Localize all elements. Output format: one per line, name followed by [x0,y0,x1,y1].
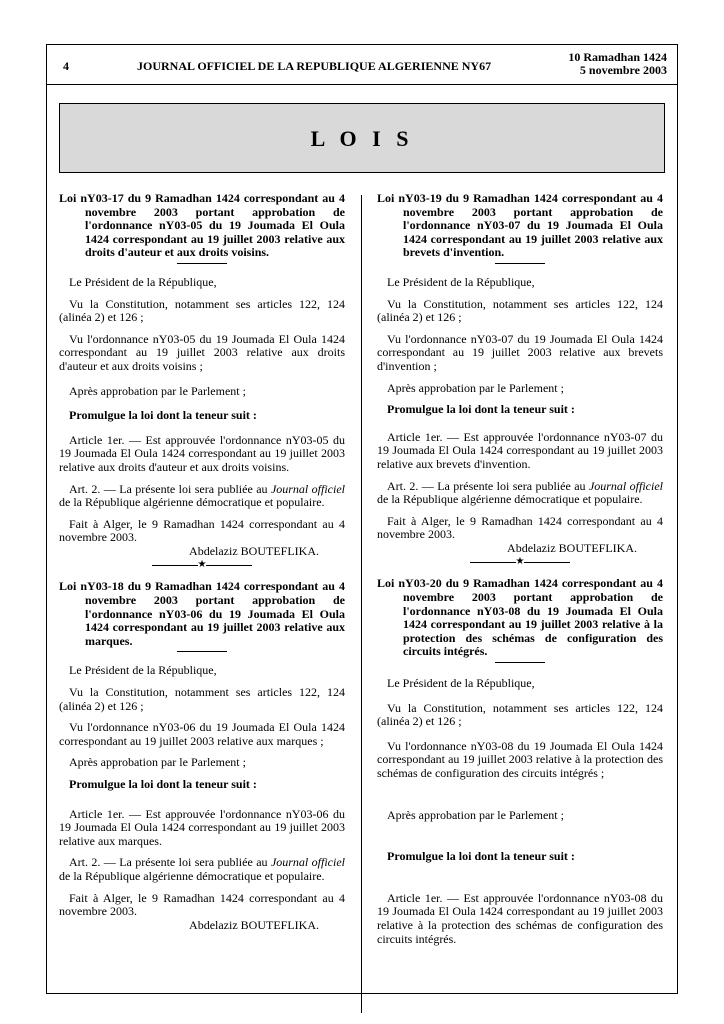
vu-ordonnance: Vu l'ordonnance nY03-05 du 19 Joumada El Oula 1424 correspondant au 19 juillet 2003 relative aux droits d'auteur et aux droits voisins ; [59,331,345,373]
star-separator [377,557,663,567]
article-2-text-a: Art. 2. — La présente loi sera publiée au [69,855,271,870]
article-1: Article 1er. — Est approuvée l'ordonnance nY03-05 du 19 Joumada El Oula 1424 correspondant au 19 juillet 2003 relative aux droits d'auteur et aux droits voisins. [59,432,345,474]
article-2-text-b: de la République algérienne démocratique et populaire. [59,495,325,510]
signature: Abdelaziz BOUTEFLIKA. [189,917,319,932]
fait-a-alger: Fait à Alger, le 9 Ramadhan 1424 correspondant au 4 novembre 2003. [377,513,663,542]
president-line: Le Président de la République, [387,274,535,289]
vu-constitution: Vu la Constitution, notamment ses articles 122, 124 (alinéa 2) et 126 ; [59,685,345,713]
vu-ordonnance: Vu l'ordonnance nY03-06 du 19 Joumada El Oula 1424 correspondant au 19 juillet 2003 relative aux marques ; [59,720,345,748]
article-1: Article 1er. — Est approuvée l'ordonnance nY03-07 du 19 Joumada El Oula 1424 correspondant au 19 juillet 2003 relative aux brevets d'invention. [377,429,663,471]
signature: Abdelaziz BOUTEFLIKA. [189,543,319,558]
president-line: Le Président de la République, [69,274,217,289]
vu-constitution: Vu la Constitution, notamment ses articles 122, 124 (alinéa 2) et 126 ; [59,296,345,325]
article-2 [377,480,663,507]
article-2-text-b: de la République algérienne démocratique et populaire. [59,868,325,883]
apres-approbation: Après approbation par le Parlement ; [387,380,564,395]
star-icon: ★ [515,556,525,568]
fait-a-alger: Fait à Alger, le 9 Ramadhan 1424 correspondant au 4 novembre 2003. [59,516,345,545]
vu-constitution: Vu la Constitution, notamment ses articles 122, 124 (alinéa 2) et 126 ; [377,296,663,325]
title-separator [495,662,545,663]
article-2-text-a: Art. 2. — La présente loi sera publiée au [387,478,589,493]
journal-header [47,45,677,85]
article-2 [59,483,345,510]
apres-approbation: Après approbation par le Parlement ; [69,383,246,398]
vu-ordonnance: Vu l'ordonnance nY03-08 du 19 Joumada El Oula 1424 correspondant au 19 juillet 2003 relative à la protection des schémas de configuration des circuits intégrés ; [377,738,663,780]
journal-title: JOURNAL OFFICIEL DE LA REPUBLIQUE ALGERIENNE NY67 [137,59,492,73]
star-separator [59,560,345,570]
title-separator [495,263,545,264]
article-1: Article 1er. — Est approuvée l'ordonnance nY03-06 du 19 Joumada El Oula 1424 correspondant au 19 juillet 2003 relative aux marques. [59,806,345,848]
promulgue-line: Promulgue la loi dont la teneur suit : [387,402,575,417]
article-1: Article 1er. — Est approuvée l'ordonnance nY03-08 du 19 Joumada El Oula 1424 correspondant au 19 juillet 2003 relative à la protection des schémas de configuration des circuits intégrés. [377,890,663,946]
vu-ordonnance: Vu l'ordonnance nY03-07 du 19 Joumada El Oula 1424 correspondant au 19 juillet 2003 relative aux brevets d'invention ; [377,331,663,373]
page-number: 4 [63,59,69,73]
vu-constitution: Vu la Constitution, notamment ses articles 122, 124 (alinéa 2) et 126 ; [377,700,663,729]
page-frame [46,44,678,994]
promulgue-line: Promulgue la loi dont la teneur suit : [69,408,257,423]
law-title-0317: Loi nY03-17 du 9 Ramadhan 1424 correspondant au 4 novembre 2003 portant approbation de l'ordonnance nY03-05 du 19 Joumada El Oula 1424 correspondant au 19 juillet 2003 relative aux droits d'auteur et aux droits voisins. [59,191,345,260]
president-line: Le Président de la République, [387,676,535,691]
column-divider [361,195,362,1013]
left-column [59,192,345,932]
apres-approbation: Après approbation par le Parlement ; [387,807,564,822]
article-2 [59,856,345,883]
star-icon: ★ [197,559,207,571]
signature: Abdelaziz BOUTEFLIKA. [507,540,637,555]
journal-officiel-ref: Journal officiel [270,855,345,870]
date-gregorian: 5 novembre 2003 [579,63,667,77]
president-line: Le Président de la République, [69,663,217,678]
section-title: L O I S [310,126,414,151]
journal-officiel-ref: Journal officiel [588,478,663,493]
issue-date [568,51,667,77]
section-banner [59,103,665,173]
right-column [377,192,663,946]
title-separator [177,651,227,652]
fait-a-alger: Fait à Alger, le 9 Ramadhan 1424 correspondant au 4 novembre 2003. [59,890,345,919]
promulgue-line: Promulgue la loi dont la teneur suit : [69,777,257,791]
journal-officiel-ref: Journal officiel [270,481,345,496]
law-title-0319: Loi nY03-19 du 9 Ramadhan 1424 correspondant au 4 novembre 2003 portant approbation de l'ordonnance nY03-07 du 19 Joumada El Oula 1424 correspondant au 19 juillet 2003 relative aux brevets d'invention. [377,191,663,260]
article-2-text-b: de la République algérienne démocratique et populaire. [377,492,643,507]
apres-approbation: Après approbation par le Parlement ; [69,755,246,770]
date-hijri: 10 Ramadhan 1424 [568,50,667,64]
law-title-0320: Loi nY03-20 du 9 Ramadhan 1424 correspondant au 4 novembre 2003 portant approbation de l'ordonnance nY03-08 du 19 Joumada El Oula 1424 correspondant au 19 juillet 2003 relative à la protection des schémas de configuration des circuits intégrés. [377,576,663,659]
title-separator [177,263,227,264]
promulgue-line: Promulgue la loi dont la teneur suit : [387,849,575,864]
article-2-text-a: Art. 2. — La présente loi sera publiée au [69,481,271,496]
law-title-0318: Loi nY03-18 du 9 Ramadhan 1424 correspondant au 4 novembre 2003 portant approbation de l'ordonnance nY03-06 du 19 Joumada El Oula 1424 correspondant au 19 juillet 2003 relative aux marques. [59,579,345,648]
